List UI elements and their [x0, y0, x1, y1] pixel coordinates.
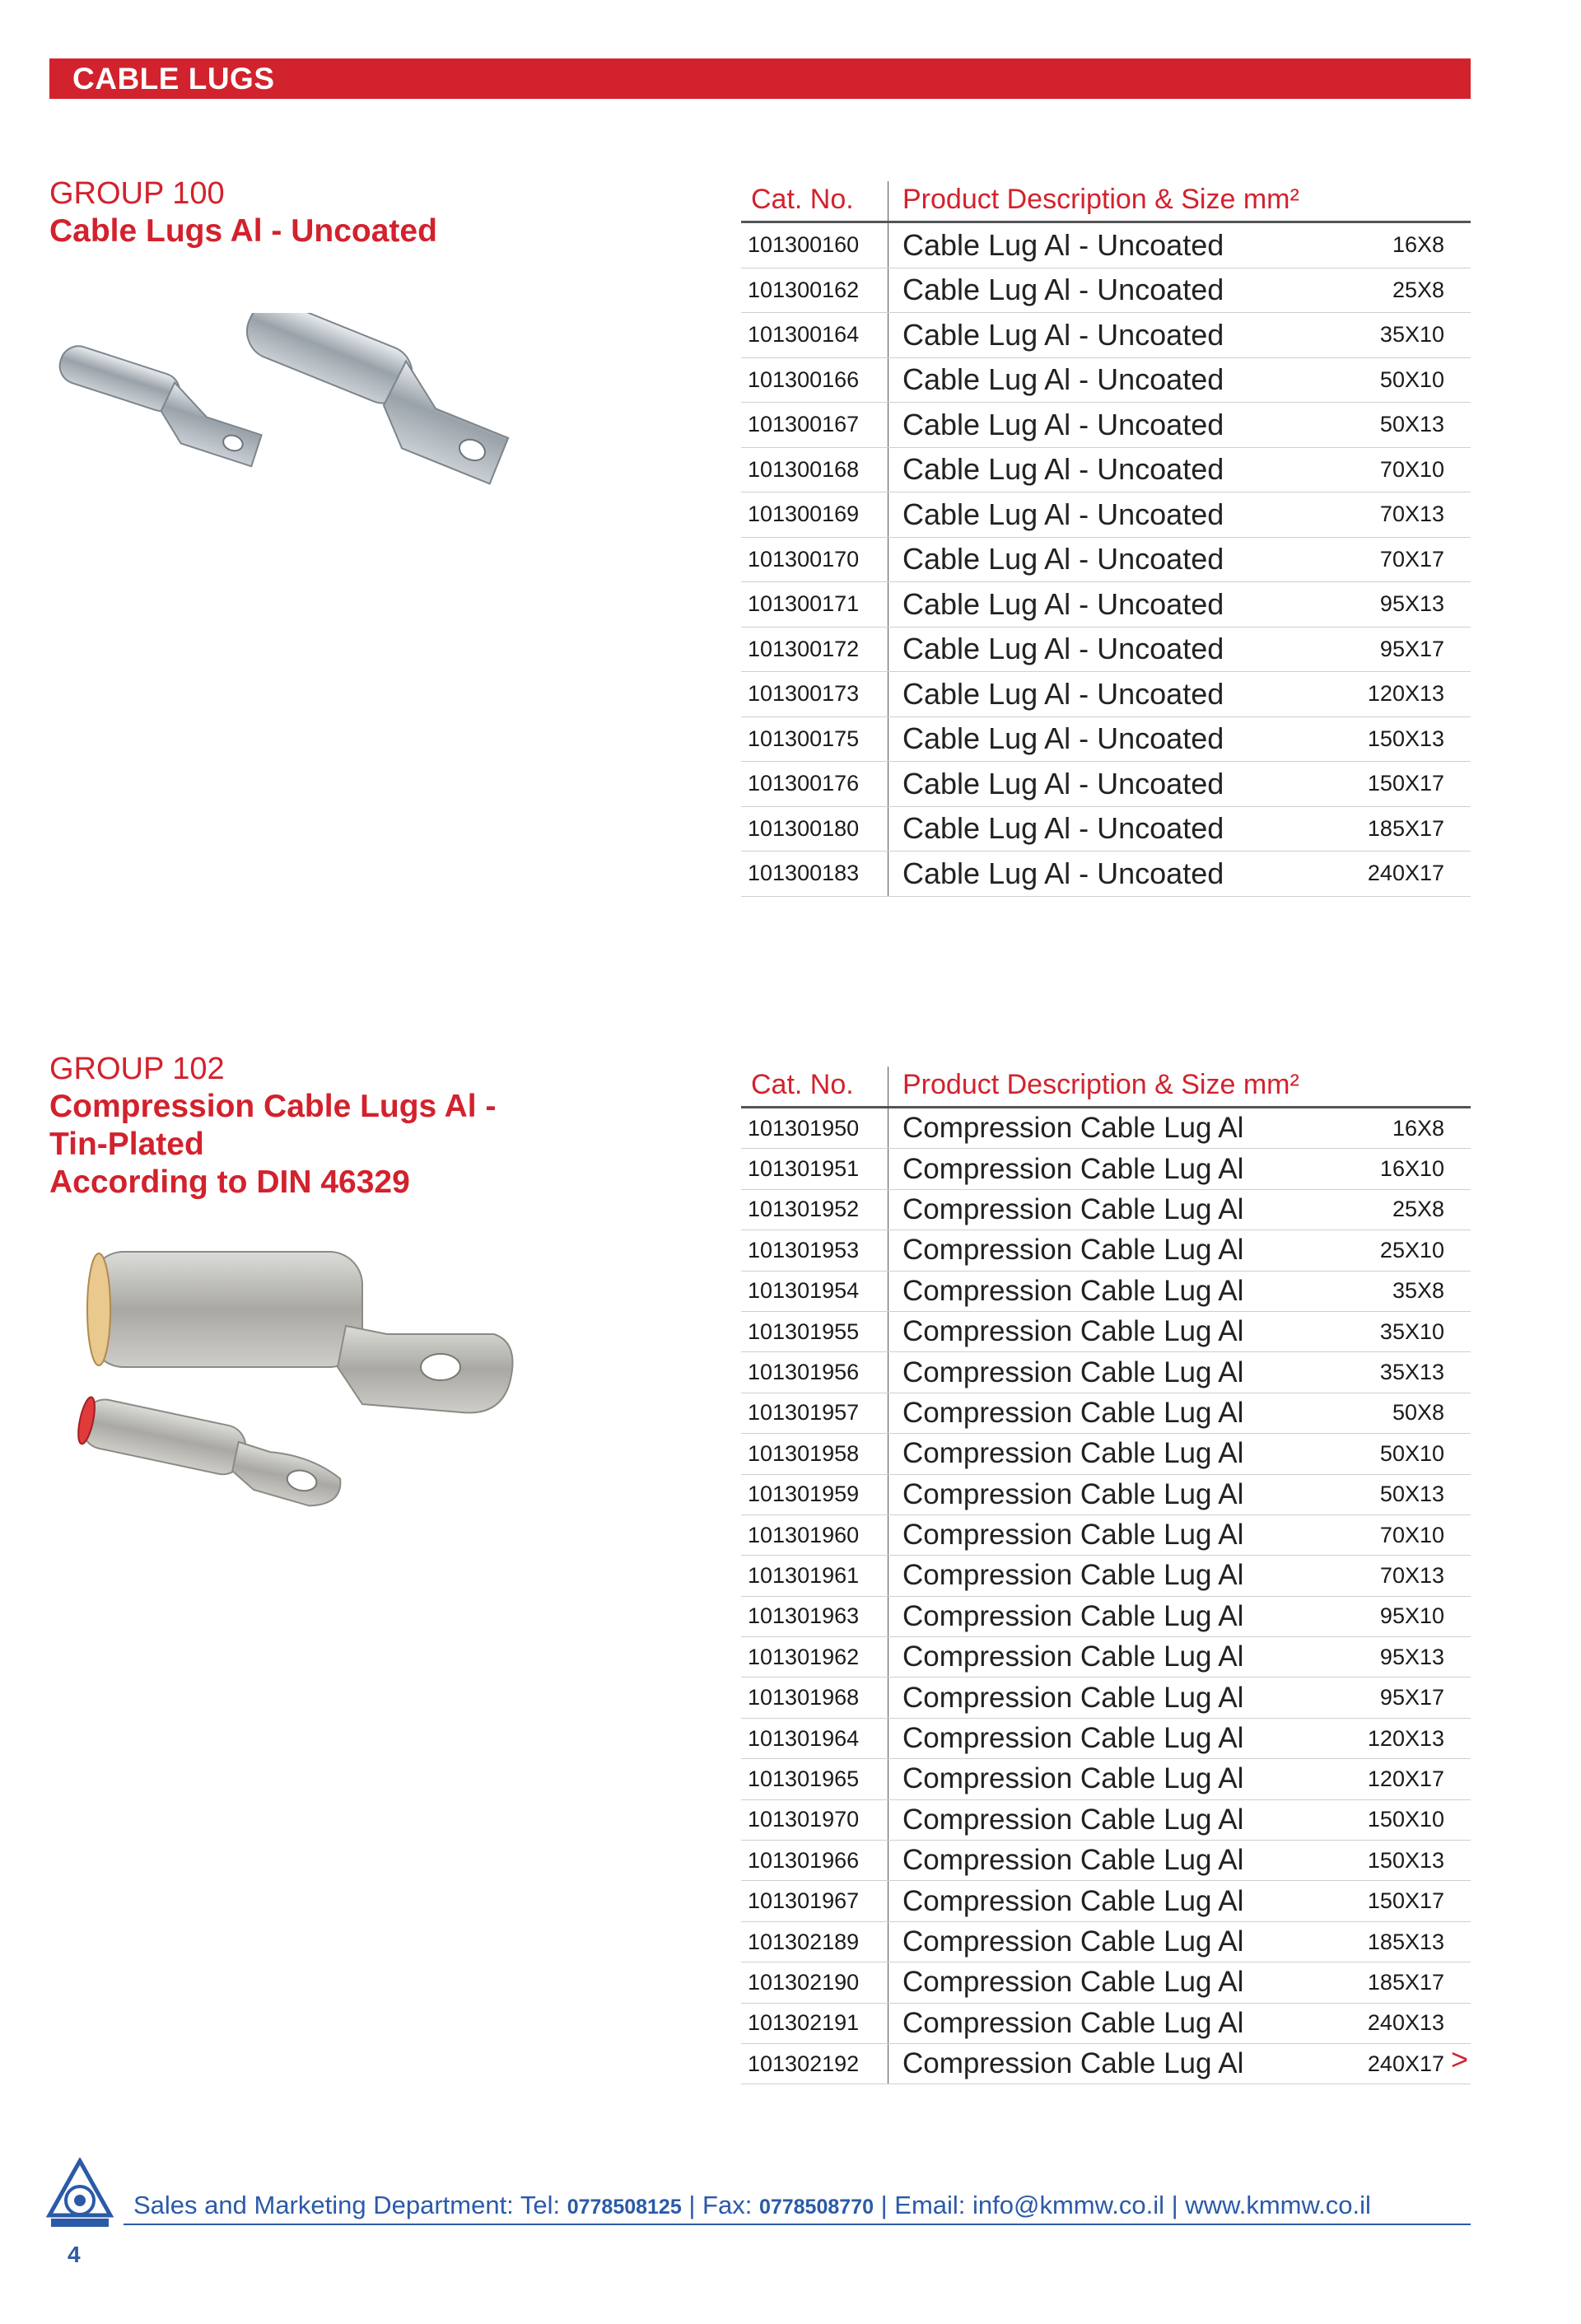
footer-tel[interactable]: 0778508125	[567, 2196, 682, 2219]
description-cell: Compression Cable Lug Al	[902, 2047, 1244, 2080]
group-100-table	[741, 181, 1471, 897]
size-cell: 150X13	[1367, 1847, 1444, 1873]
size-cell: 25X10	[1379, 1237, 1444, 1262]
page-number: 4	[68, 2242, 81, 2267]
description-cell: Cable Lug Al - Uncoated	[902, 811, 1224, 846]
cat-no-cell: 101300169	[748, 502, 860, 527]
description-cell: Cable Lug Al - Uncoated	[902, 856, 1224, 890]
cable-lug-uncoated-image	[49, 313, 543, 494]
description-cell: Compression Cable Lug Al	[902, 1396, 1244, 1429]
table-row	[741, 1393, 1471, 1434]
description-cell: Compression Cable Lug Al	[902, 1519, 1244, 1552]
table-row	[741, 1230, 1471, 1271]
cat-no-cell: 101301959	[748, 1482, 860, 1507]
table-row	[741, 1719, 1471, 1759]
table-row	[741, 1475, 1471, 1515]
table-body	[741, 1108, 1471, 2084]
table-row	[741, 1800, 1471, 1841]
table-row	[741, 1515, 1471, 1556]
description-cell: Compression Cable Lug Al	[902, 1477, 1244, 1510]
size-cell: 35X10	[1379, 1318, 1444, 1344]
description-cell: Compression Cable Lug Al	[902, 1234, 1244, 1267]
table-row	[741, 1881, 1471, 1921]
size-cell: 185X17	[1367, 1969, 1444, 1995]
description-cell: Compression Cable Lug Al	[902, 1112, 1244, 1145]
cat-no-cell: 101301970	[748, 1807, 860, 1832]
group-title-line: Tin-Plated	[49, 1127, 204, 1162]
header-description: Product Description & Size mm²	[902, 1069, 1299, 1100]
description-cell: Cable Lug Al - Uncoated	[902, 497, 1224, 531]
description-cell: Compression Cable Lug Al	[902, 1925, 1244, 1958]
size-cell: 70X17	[1379, 546, 1444, 572]
group-102-table	[741, 1066, 1471, 2084]
size-cell: 240X17	[1367, 861, 1444, 886]
banner-title: CABLE LUGS	[72, 62, 275, 96]
description-cell: Cable Lug Al - Uncoated	[902, 542, 1224, 576]
table-row	[741, 223, 1471, 268]
cat-no-cell: 101302190	[748, 1969, 860, 1995]
size-cell: 25X8	[1392, 1197, 1444, 1222]
footer-divider	[124, 2224, 1471, 2225]
description-cell: Compression Cable Lug Al	[902, 1356, 1244, 1388]
description-cell: Compression Cable Lug Al	[902, 1152, 1244, 1185]
description-cell: Compression Cable Lug Al	[902, 1559, 1244, 1592]
table-row	[741, 1272, 1471, 1312]
size-cell: 50X10	[1379, 366, 1444, 392]
continue-arrow-icon: >	[1451, 2042, 1469, 2076]
header-cat-no: Cat. No.	[751, 1069, 854, 1100]
group-label: GROUP 102	[49, 1052, 225, 1086]
description-cell: Cable Lug Al - Uncoated	[902, 227, 1224, 262]
size-cell: 95X17	[1379, 636, 1444, 661]
table-row	[741, 672, 1471, 717]
description-cell: Cable Lug Al - Uncoated	[902, 632, 1224, 666]
description-cell: Compression Cable Lug Al	[902, 1966, 1244, 1999]
cat-no-cell: 101300171	[748, 591, 860, 617]
cat-no-cell: 101302191	[748, 2010, 860, 2036]
size-cell: 50X13	[1379, 412, 1444, 437]
size-cell: 150X13	[1367, 726, 1444, 751]
table-row	[741, 1759, 1471, 1799]
description-cell: Cable Lug Al - Uncoated	[902, 273, 1224, 307]
table-header	[741, 1066, 1471, 1108]
size-cell: 70X13	[1379, 1562, 1444, 1588]
header-cat-no: Cat. No.	[751, 184, 854, 215]
table-row	[741, 1108, 1471, 1149]
cat-no-cell: 101300173	[748, 681, 860, 707]
size-cell: 50X8	[1392, 1400, 1444, 1426]
description-cell: Compression Cable Lug Al	[902, 1844, 1244, 1877]
size-cell: 35X10	[1379, 322, 1444, 348]
group-title-line: According to DIN 46329	[49, 1164, 410, 1200]
cat-no-cell: 101300160	[748, 232, 860, 258]
size-cell: 70X10	[1379, 456, 1444, 482]
size-cell: 185X17	[1367, 815, 1444, 841]
footer-contact	[133, 2191, 1371, 2220]
size-cell: 50X13	[1379, 1482, 1444, 1507]
size-cell: 16X10	[1379, 1156, 1444, 1182]
description-cell: Cable Lug Al - Uncoated	[902, 452, 1224, 487]
cat-no-cell: 101301951	[748, 1156, 860, 1182]
table-row	[741, 852, 1471, 897]
table-row	[741, 1434, 1471, 1474]
table-row	[741, 1190, 1471, 1230]
size-cell: 120X13	[1367, 681, 1444, 707]
description-cell: Cable Lug Al - Uncoated	[902, 362, 1224, 397]
compression-cable-lug-image	[66, 1235, 527, 1532]
description-cell: Cable Lug Al - Uncoated	[902, 586, 1224, 621]
footer-email-web[interactable]: | Email: info@kmmw.co.il | www.kmmw.co.il	[873, 2191, 1371, 2219]
table-row	[741, 313, 1471, 358]
cat-no-cell: 101301950	[748, 1115, 860, 1141]
cat-no-cell: 101300170	[748, 546, 860, 572]
size-cell: 120X17	[1367, 1766, 1444, 1791]
group-title-line: Compression Cable Lugs Al -	[49, 1089, 497, 1124]
cat-no-cell: 101300167	[748, 412, 860, 437]
cat-no-cell: 101301954	[748, 1278, 860, 1304]
cat-no-cell: 101301962	[748, 1644, 860, 1669]
description-cell: Cable Lug Al - Uncoated	[902, 766, 1224, 800]
cat-no-cell: 101300166	[748, 366, 860, 392]
description-cell: Compression Cable Lug Al	[902, 1274, 1244, 1307]
table-row	[741, 2004, 1471, 2044]
footer-fax: 0778508770	[758, 2196, 874, 2219]
group-102-heading	[49, 1050, 496, 1202]
size-cell: 240X17	[1367, 2051, 1444, 2076]
table-row	[741, 628, 1471, 673]
size-cell: 25X8	[1392, 277, 1444, 302]
cat-no-cell: 101301960	[748, 1522, 860, 1547]
table-row	[741, 717, 1471, 763]
cat-no-cell: 101301968	[748, 1685, 860, 1710]
group-100-heading	[49, 175, 437, 250]
size-cell: 120X13	[1367, 1725, 1444, 1751]
size-cell: 95X17	[1379, 1685, 1444, 1710]
header-banner	[49, 58, 1471, 99]
cat-no-cell: 101300176	[748, 771, 860, 796]
size-cell: 95X10	[1379, 1603, 1444, 1629]
cat-no-cell: 101300175	[748, 726, 860, 751]
footer-dept: Sales and Marketing Department: Tel:	[133, 2191, 567, 2219]
size-cell: 95X13	[1379, 591, 1444, 617]
cat-no-cell: 101301956	[748, 1360, 860, 1385]
cat-no-cell: 101302192	[748, 2051, 860, 2076]
size-cell: 185X13	[1367, 1929, 1444, 1954]
description-cell: Compression Cable Lug Al	[902, 1884, 1244, 1917]
description-cell: Cable Lug Al - Uncoated	[902, 676, 1224, 711]
table-row	[741, 1149, 1471, 1189]
description-cell: Compression Cable Lug Al	[902, 1762, 1244, 1795]
size-cell: 16X8	[1392, 232, 1444, 258]
description-cell: Cable Lug Al - Uncoated	[902, 407, 1224, 441]
table-row	[741, 2044, 1471, 2084]
company-logo-icon	[46, 2158, 114, 2230]
table-row	[741, 1312, 1471, 1352]
table-row	[741, 1556, 1471, 1596]
description-cell: Compression Cable Lug Al	[902, 1722, 1244, 1755]
size-cell: 150X17	[1367, 1888, 1444, 1914]
cat-no-cell: 101301964	[748, 1725, 860, 1751]
description-cell: Compression Cable Lug Al	[902, 1681, 1244, 1714]
table-row	[741, 582, 1471, 628]
description-cell: Compression Cable Lug Al	[902, 1437, 1244, 1470]
cat-no-cell: 101301957	[748, 1400, 860, 1426]
table-header	[741, 181, 1471, 223]
description-cell: Compression Cable Lug Al	[902, 1599, 1244, 1632]
size-cell: 150X10	[1367, 1807, 1444, 1832]
cat-no-cell: 101302189	[748, 1929, 860, 1954]
description-cell: Compression Cable Lug Al	[902, 2006, 1244, 2039]
size-cell: 35X13	[1379, 1360, 1444, 1385]
cat-no-cell: 101300183	[748, 861, 860, 886]
cat-no-cell: 101300162	[748, 277, 860, 302]
table-row	[741, 1352, 1471, 1393]
table-body	[741, 223, 1471, 897]
table-row	[741, 268, 1471, 314]
size-cell: 50X10	[1379, 1440, 1444, 1466]
cat-no-cell: 101300164	[748, 322, 860, 348]
table-row	[741, 1678, 1471, 1718]
group-label: GROUP 100	[49, 176, 225, 211]
table-row	[741, 448, 1471, 493]
cat-no-cell: 101301953	[748, 1237, 860, 1262]
description-cell: Compression Cable Lug Al	[902, 1803, 1244, 1836]
table-row	[741, 538, 1471, 583]
description-cell: Compression Cable Lug Al	[902, 1315, 1244, 1348]
table-row	[741, 1597, 1471, 1637]
footer-fax-label: | Fax:	[681, 2191, 759, 2219]
size-cell: 70X13	[1379, 502, 1444, 527]
size-cell: 95X13	[1379, 1644, 1444, 1669]
table-row	[741, 492, 1471, 538]
cat-no-cell: 101301955	[748, 1318, 860, 1344]
table-row	[741, 1637, 1471, 1678]
table-row	[741, 807, 1471, 852]
cat-no-cell: 101301967	[748, 1888, 860, 1914]
table-row	[741, 1922, 1471, 1962]
cat-no-cell: 101301963	[748, 1603, 860, 1629]
header-description: Product Description & Size mm²	[902, 184, 1299, 215]
cat-no-cell: 101301965	[748, 1766, 860, 1791]
group-title-line: Cable Lugs Al - Uncoated	[49, 213, 437, 249]
size-cell: 240X13	[1367, 2010, 1444, 2036]
cat-no-cell: 101301958	[748, 1440, 860, 1466]
table-row	[741, 1841, 1471, 1881]
cat-no-cell: 101301966	[748, 1847, 860, 1873]
description-cell: Compression Cable Lug Al	[902, 1640, 1244, 1673]
description-cell: Compression Cable Lug Al	[902, 1192, 1244, 1225]
table-row	[741, 403, 1471, 448]
size-cell: 16X8	[1392, 1115, 1444, 1141]
cat-no-cell: 101300180	[748, 815, 860, 841]
cat-no-cell: 101301952	[748, 1197, 860, 1222]
table-row	[741, 358, 1471, 404]
description-cell: Cable Lug Al - Uncoated	[902, 317, 1224, 352]
size-cell: 35X8	[1392, 1278, 1444, 1304]
cat-no-cell: 101300172	[748, 636, 860, 661]
table-row	[741, 1962, 1471, 2003]
cat-no-cell: 101300168	[748, 456, 860, 482]
size-cell: 70X10	[1379, 1522, 1444, 1547]
size-cell: 150X17	[1367, 771, 1444, 796]
description-cell: Cable Lug Al - Uncoated	[902, 721, 1224, 756]
cat-no-cell: 101301961	[748, 1562, 860, 1588]
table-row	[741, 762, 1471, 807]
